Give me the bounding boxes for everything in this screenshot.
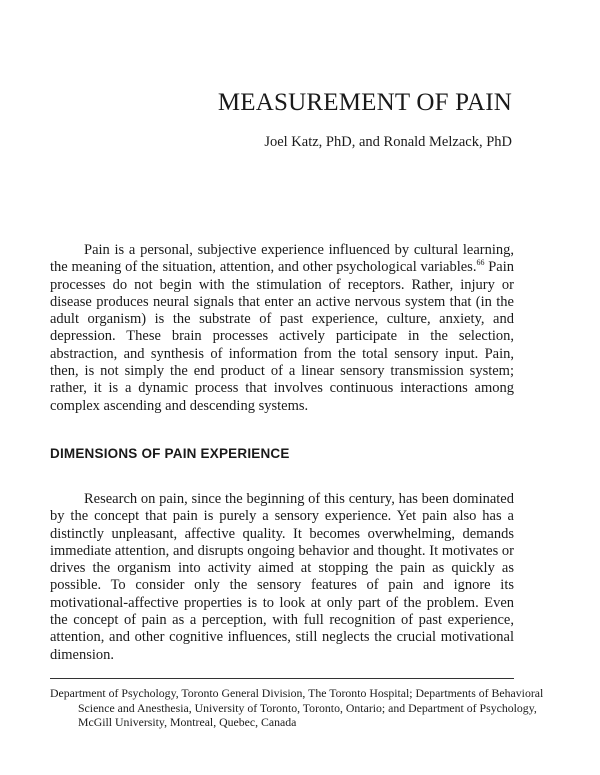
intro-paragraph	[50, 242, 514, 415]
citation-superscript: 66	[476, 258, 485, 268]
footnote-divider	[50, 678, 514, 679]
affiliation-footnote: Department of Psychology, Toronto General Division, The Toronto Hospital; Departments of Behavioral Science and Anesthesia, University of Toronto, Toronto, Ontario; and Department of Psychology, McGill University, Montreal, Quebec, Canada	[50, 686, 544, 729]
section-paragraph: Research on pain, since the beginning of this century, has been dominated by the concept that pain is purely a sensory experience. Yet pain also has a distinctly unpleasant, affective quality. It becomes overwhelming, demands immediate attention, and disrupts ongoing behavior and thought. It motivates or drives the organism into activity aimed at stopping the pain as quickly as possible. To consider only the sensory features of pain and ignore its motivational-affective properties is to look at only part of the problem. Even the concept of pain as a perception, with full recognition of past experience, attention, and other cognitive influences, still neglects the crucial motivational dimension.	[50, 491, 514, 663]
intro-text-continued: Pain processes do not begin with the stimulation of receptors. Rather, injury or disease produces neural signals that enter an active nervous system that (in the adult organism) is the substrate of past experience, culture, anxiety, and depression. These brain processes actively participate in the selection, abstraction, and synthesis of information from the total sensory input. Pain, then, is not simply the end product of a linear sensory transmission system; rather, it is a dynamic process that involves continuous interactions among complex ascending and descending systems.	[50, 259, 514, 414]
author-line: Joel Katz, PhD, and Ronald Melzack, PhD	[264, 134, 512, 150]
page-title: MEASUREMENT OF PAIN	[217, 88, 512, 116]
intro-text: Pain is a personal, subjective experience influenced by cultural learning, the meaning of the situation, attention, and other psychological variables.	[50, 242, 514, 276]
section-heading: DIMENSIONS OF PAIN EXPERIENCE	[50, 446, 290, 461]
